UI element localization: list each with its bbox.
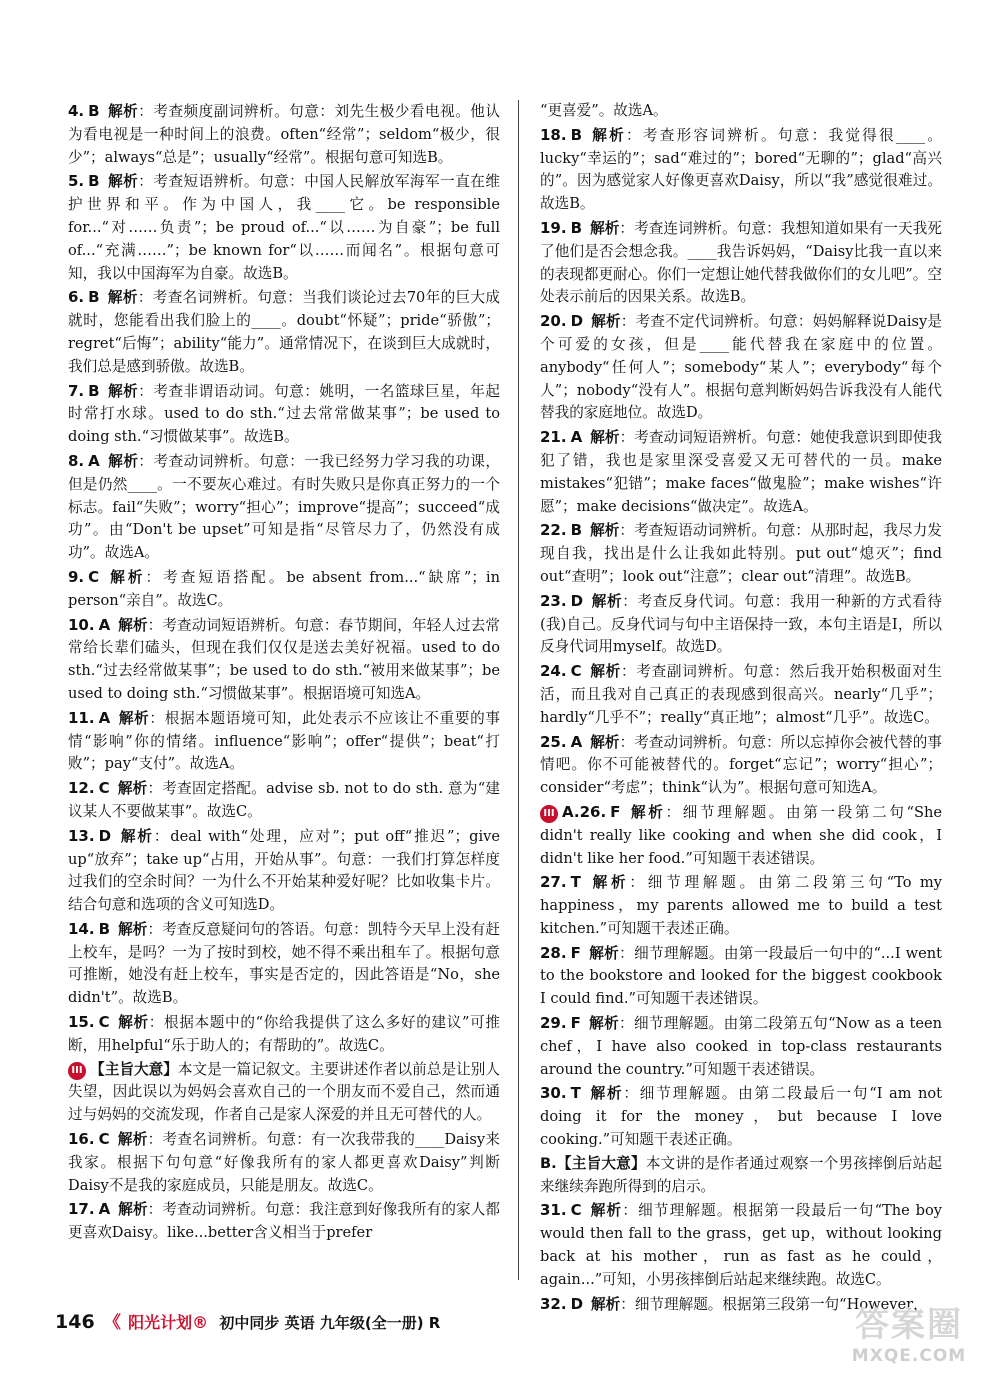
entry-text: ：细节理解题。由第二段第三句“To my happiness，my parents allowed me to build a test kitchen.”可知题干表述正确。 <box>540 874 942 937</box>
answer-entry <box>540 1199 942 1291</box>
analysis-label: 解析 <box>107 289 138 307</box>
question-number: 17. <box>68 1200 95 1219</box>
question-number: 4. <box>68 102 85 120</box>
entry-text: ：考查名词辨析。句意：当我们谈论过去70年的巨大成就时，您能看出我们脸上的____。doubt“怀疑”；pride“骄傲”；regret“后悔”；ability“能力”。通常情况下，在谈到巨大成就时，我们总是感到骄傲。故选B。 <box>68 289 500 375</box>
answer-letter: A <box>98 708 111 727</box>
answer-entry <box>540 942 942 1011</box>
entry-text: “更喜爱”。故选A。 <box>540 102 668 119</box>
analysis-label: 解析 <box>588 1015 620 1033</box>
answer-letter: C <box>98 1013 110 1032</box>
answer-entry <box>540 801 942 870</box>
answer-letter: A <box>570 732 583 751</box>
entry-text: ：细节理解题。根据第三段第一句“However， <box>620 1295 928 1313</box>
entry-text: ：考查短语辨析。句意：中国人民解放军海军一直在维护世界和平。作为中国人，我____它。be responsible for...“对……负责”；be proud of...“以……为自豪”；be full of...“充满……”；be known for“以……而闻名”。根据句意可知，我以中国海军为自豪。故选B。 <box>68 173 500 282</box>
answer-entry <box>68 1198 500 1245</box>
question-number: 11. <box>68 708 95 727</box>
answer-entry <box>540 731 942 800</box>
answer-letter: B <box>88 381 100 400</box>
entry-text: ：根据本题语境可知，此处表示不应该让不重要的事情“影响”你的情绪。influence“影响”；offer“提供”；beat“打败”；pay“支付”。故选A。 <box>68 709 500 773</box>
entry-text: ：细节理解题。由第一段最后一句中的“...I went to the bookstore and looked for the biggest cookbook I could find.”可知题干表述错误。 <box>540 944 942 1008</box>
entry-text: 本文讲的是作者通过观察一个男孩摔倒后站起来继续奔跑所得到的启示。 <box>540 1154 942 1195</box>
analysis-label: 解析 <box>590 126 627 144</box>
entry-text: ：细节理解题。由第二段最后一句“I am not doing it for the money，but because I love cooking.”可知题干表述正确。 <box>540 1085 942 1149</box>
answer-letter: C <box>98 1130 110 1149</box>
answer-letter: C <box>88 567 100 586</box>
entry-text: ：deal with“处理，应对”；put off“推迟”；give up“放弃”；take up“占用，开始从事”。句意：一我们打算怎样度过我们的空余时间？一为什么不开始某种爱好呢？比如收集卡片。结合句意和选项的含义可知选D。 <box>68 827 500 914</box>
answer-letter: F <box>570 943 581 962</box>
entry-text: ：考查短语搭配。be absent from...“缺席”；in person“亲自”。故选C。 <box>68 568 500 609</box>
question-number: 12. <box>68 779 95 798</box>
summary-heading: B.【主旨大意】 <box>540 1154 646 1172</box>
answer-letter: D <box>570 1294 584 1313</box>
answer-entry <box>68 1128 500 1197</box>
question-number: 22. <box>540 521 567 540</box>
watermark-url: MXQE.COM <box>851 1346 967 1366</box>
page-number: 146 <box>55 1311 95 1333</box>
answer-entry <box>540 590 942 659</box>
page-footer <box>55 1308 440 1333</box>
answer-entry <box>540 426 942 518</box>
question-number: 14. <box>68 919 95 938</box>
brand-name: 阳光计划® <box>128 1313 209 1332</box>
analysis-label: 解析 <box>589 663 621 681</box>
question-number: A.26. <box>562 802 607 821</box>
left-column <box>68 100 500 1246</box>
entry-text: ：考查动词短语辨析。句意：她使我意识到即使我犯了错，我也是家里深受喜爱又无可替代的一员。make mistakes“犯错”；make faces“做鬼脸”；make wishes“许愿”；make decisions“做决定”。故选A。 <box>540 429 942 515</box>
question-number: 31. <box>540 1201 567 1220</box>
entry-text: ：考查动词辨析。句意：所以忘掉你会被代替的事情吧。你不可能被替代的。forget“忘记”；worry“担心”；consider“考虑”；think“认为”。根据句意可知选A。 <box>540 733 942 797</box>
answer-letter: F <box>610 802 621 821</box>
answer-entry <box>540 124 942 216</box>
answer-entry <box>68 918 500 1010</box>
answer-entry <box>540 871 942 940</box>
answer-letter: D <box>98 826 112 845</box>
answer-letter: D <box>570 312 584 331</box>
analysis-label: 解析 <box>591 592 623 610</box>
analysis-label: 解析 <box>591 313 621 331</box>
answer-entry <box>540 1153 942 1199</box>
entry-text: 本文是一篇记叙文。主要讲述作者以前总是让别人失望，因此误以为妈妈会喜欢自己的一个朋友而不爱自己，然而通过与妈妈的交流发现，作者自己是家人深爱的并且无可替代的人。 <box>68 1060 500 1124</box>
question-number: 13. <box>68 826 95 845</box>
analysis-label: 解析 <box>117 780 148 798</box>
entry-text: ：考查短语动词辨析。句意：从那时起，我尽力发现自我，找出是什么让我如此特别。put out“熄灭”；find out“查明”；look out“注意”；clear out“清理”。故选B。 <box>540 522 942 585</box>
question-number: 19. <box>540 218 567 237</box>
entry-text: ：考查固定搭配。advise sb. not to do sth. 意为“建议某人不要做某事”。故选C。 <box>68 780 500 820</box>
analysis-label: 解析 <box>118 616 148 634</box>
analysis-label: 解析 <box>119 827 154 845</box>
brand-arrows: 《 <box>103 1313 121 1333</box>
entry-text: ：细节理解题。根据第一段最后一句“The boy would then fall to the grass，get up，without looking back at his mother，run as fast as he could，again...”可知，小男孩摔倒后站起来继续跑。故选C。 <box>540 1202 942 1288</box>
answer-letter: B <box>88 288 100 307</box>
question-number: 23. <box>540 591 567 610</box>
analysis-label: 解析 <box>590 522 620 540</box>
question-number: 32. <box>540 1294 567 1313</box>
question-number: 24. <box>540 662 567 681</box>
analysis-label: 解析 <box>117 1014 149 1032</box>
answer-letter: C <box>570 1201 582 1220</box>
entry-text: ：考查动词短语辨析。句意：春节期间，年轻人过去常常给长辈们磕头，但现在我们仅仅是送去美好祝福。used to do sth.“过去经常做某事”；be used to do sth.“被用来做某事”；be used to doing sth.“习惯做某事”。根据语境可知选A。 <box>68 616 500 702</box>
question-number: 8. <box>68 451 85 470</box>
answer-letter: B <box>570 125 583 144</box>
section-badge: III <box>68 1062 86 1080</box>
entry-text: ：考查反身代词。句意：我用一种新的方式看待(我)自己。反身代词与句中主语保持一致，本句主语是I，所以反身代词用myself。故选D。 <box>540 592 942 656</box>
question-number: 9. <box>68 567 85 586</box>
answer-entry <box>540 1012 942 1081</box>
answer-letter: B <box>570 521 583 540</box>
book-series: 初中同步 英语 九年级(全一册) R <box>219 1314 441 1332</box>
analysis-label: 解析 <box>118 1201 148 1219</box>
entry-text: ：考查动词辨析。句意：一我已经努力学习我的功课，但是仍然____。一不要灰心难过。有时失败只是你真正努力的一个标志。fail“失败”；worry“担心”；improve“提高”；succeed“成功”。由“Don't be upset”可知是指“尽管尽力了，仍然没有成功”。故选A。 <box>68 452 500 562</box>
question-number: 5. <box>68 172 85 191</box>
entry-text: ：考查频度副词辨析。句意：刘先生极少看电视。他认为看电视是一种时间上的浪费。often“经常”；seldom“极少，很少”；always“总是”；usually“经常”。根据句意可知选B。 <box>68 103 500 166</box>
watermark <box>834 1297 984 1366</box>
question-number: 29. <box>540 1014 567 1033</box>
answer-entry <box>540 1082 942 1151</box>
question-number: 6. <box>68 288 85 307</box>
right-column <box>540 100 942 1317</box>
answer-entry <box>540 519 942 588</box>
answer-letter: B <box>88 102 100 120</box>
analysis-label: 解析 <box>107 173 139 191</box>
answer-entry <box>68 170 500 285</box>
entry-text: ：考查副词辨析。句意：然后我开始积极面对生活，而且我对自己真正的表现感到很高兴。nearly“几乎”；hardly“几乎不”；really“真正地”；almost“几乎”。故选C。 <box>540 663 942 726</box>
entry-text: ：考查反意疑问句的答语。句意：凯特今天早上没有赶上校车，是吗？一为了按时到校，她不得不乘出租车了。根据句意可推断，她没有赶上校车，事实是否定的，因此答语是“No，she didn't”。故选B。 <box>68 920 500 1007</box>
question-number: 21. <box>540 428 567 447</box>
summary-heading: 【主旨大意】 <box>90 1060 178 1078</box>
question-number: 15. <box>68 1013 95 1032</box>
answer-entry <box>68 566 500 613</box>
analysis-label: 解析 <box>588 874 630 892</box>
entry-text: ：考查不定代词辨析。句意：妈妈解释说Daisy是个可爱的女孩，但是____能代替我在家庭中的位置。anybody“任何人”；somebody“某人”；everybody“每个人”；nobody“没有人”。根据句意判断妈妈告诉我没有人能代替我的家庭地位。故选D。 <box>540 313 942 422</box>
answer-entry <box>540 217 942 309</box>
answer-letter: C <box>570 662 582 681</box>
answer-entry <box>68 380 500 449</box>
analysis-label: 解析 <box>590 733 620 751</box>
answer-letter: A <box>98 1200 111 1219</box>
analysis-label: 解析 <box>589 1202 623 1220</box>
column-divider <box>518 100 519 1280</box>
answer-entry <box>68 1059 500 1127</box>
question-number: 28. <box>540 943 567 962</box>
analysis-label: 解析 <box>590 219 620 237</box>
answer-letter: A <box>88 451 100 470</box>
watermark-logo: 答案圈 <box>855 1305 963 1345</box>
entry-text: ：根据本题中的“你给我提供了这么多好的建议”可推断，用helpful“乐于助人的；有帮助的”。故选C。 <box>68 1014 500 1054</box>
entry-text: ：考查非谓语动词。句意：姚明，一名篮球巨星，年起时常打水球。used to do sth.“过去常常做某事”；be used to doing sth.“习惯做某事”。故选B。 <box>68 382 500 446</box>
answer-entry <box>540 660 942 729</box>
entry-text: ：细节理解题。由第二段第五句“Now as a teen chef，I have also cooked in top-class restaurants around the country.”可知题干表述错误。 <box>540 1015 942 1078</box>
question-number: 30. <box>540 1084 567 1103</box>
answer-entry <box>540 100 942 123</box>
section-badge: III <box>540 805 558 823</box>
answer-entry <box>540 310 942 425</box>
question-number: 7. <box>68 381 85 400</box>
answer-letter: A <box>570 428 583 447</box>
answer-entry <box>68 450 500 565</box>
analysis-label: 解析 <box>107 568 146 586</box>
answer-letter: C <box>98 779 110 798</box>
answer-entry <box>68 100 500 169</box>
answer-letter: B <box>570 218 583 237</box>
answer-entry <box>68 707 500 776</box>
answer-letter: B <box>88 172 100 191</box>
analysis-label: 解析 <box>588 1085 624 1103</box>
answer-entry <box>68 825 500 917</box>
question-number: 27. <box>540 873 567 892</box>
analysis-label: 解析 <box>591 1295 621 1313</box>
answer-letter: B <box>98 919 111 938</box>
analysis-label: 解析 <box>107 382 139 400</box>
answer-entry <box>68 777 500 824</box>
analysis-label: 解析 <box>118 920 148 938</box>
analysis-label: 解析 <box>107 452 139 470</box>
analysis-label: 解析 <box>118 709 150 727</box>
answer-letter: F <box>570 1014 581 1033</box>
analysis-label: 解析 <box>117 1131 148 1149</box>
entry-text: ：细节理解题。由第一段第二句“She didn't really like cooking and when she did cook，I didn't like her food.”可知题干表述错误。 <box>540 803 942 867</box>
answer-entry <box>68 1011 500 1058</box>
answer-letter: A <box>98 615 111 634</box>
question-number: 25. <box>540 732 567 751</box>
entry-text: ：考查形容词辨析。句意：我觉得很____。lucky“幸运的”；sad“难过的”；bored“无聊的”；glad“高兴的”。因为感觉家人好像更喜欢Daisy，所以“我”感觉很难过。故选B。 <box>540 126 942 213</box>
question-number: 16. <box>68 1130 95 1149</box>
entry-text: ：考查动词辨析。句意：我注意到好像我所有的家人都更喜欢Daisy。like...better含义相当于prefer <box>68 1201 500 1242</box>
question-number: 20. <box>540 312 567 331</box>
analysis-label: 解析 <box>628 803 666 821</box>
question-number: 18. <box>540 125 567 144</box>
answer-entry <box>68 286 500 378</box>
entry-text: ：考查连词辨析。句意：我想知道如果有一天我死了他们是否会想念我。____我告诉妈妈，“Daisy比我一直以来的表现都更耐心。你们一定想让她代替我做你们的女儿吧”。空处表示前后的因果关系。故选B。 <box>540 219 942 306</box>
answer-letter: D <box>570 591 584 610</box>
analysis-label: 解析 <box>590 429 620 447</box>
question-number: 10. <box>68 615 95 634</box>
analysis-label: 解析 <box>107 103 139 120</box>
entry-text: ：考查名词辨析。句意：有一次我带我的____Daisy来我家。根据下句句意“好像我所有的家人都更喜欢Daisy”判断Daisy不是我的家庭成员，只能是朋友。故选C。 <box>68 1131 500 1194</box>
answer-entry <box>68 614 500 706</box>
answer-letter: T <box>570 873 581 892</box>
analysis-label: 解析 <box>588 944 620 962</box>
answer-letter: T <box>570 1084 581 1103</box>
